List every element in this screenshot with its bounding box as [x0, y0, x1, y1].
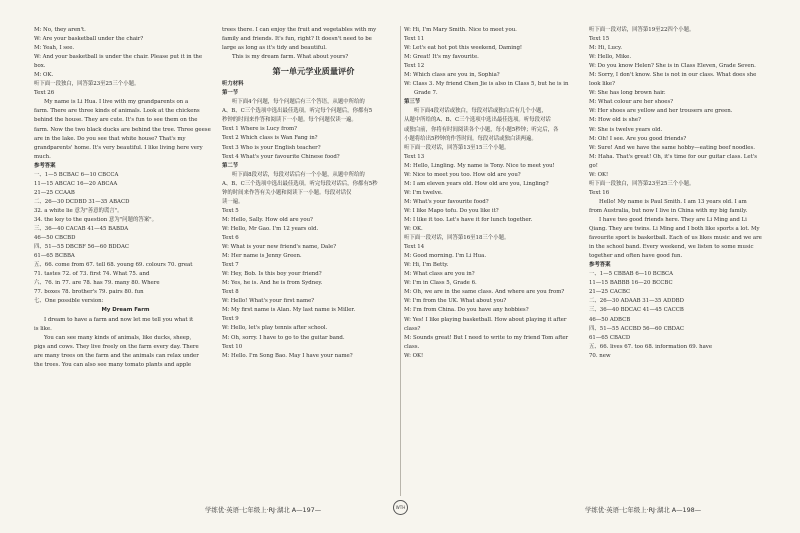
text-line: 第三节 — [404, 99, 421, 106]
text-line: W: Hello, Mr Gao. I'm 12 years old. — [222, 225, 319, 232]
text-line: 三、36—40 BDCAC 41—45 CACCB — [589, 307, 684, 314]
text-line: M: Haha. That's great! Oh, it's time for our guitar class. Let's — [589, 153, 757, 160]
column-1 — [34, 26, 217, 370]
text-line: 11—15 ABCAC 16—20 ABCAA — [34, 180, 118, 187]
text-line: M: Oh, we are in the same class. And where are you from? — [404, 289, 565, 296]
text-line: M: Her name is Jenny Green. — [222, 253, 302, 260]
text-line: W: Hello! What's your first name? — [222, 298, 315, 305]
text-line: M: Oh, sorry. I have to go to the guitar band. — [222, 334, 345, 341]
footer-right: 学练优·英语·七年级上·RJ·湖北 A—198— — [585, 506, 702, 514]
text-line: 参考答案 — [34, 162, 56, 169]
column-4 — [589, 26, 772, 361]
text-line: W: Nice to meet you too. How old are you? — [404, 171, 521, 178]
text-line: trees there. I can enjoy the fruit and vegetables with my — [222, 27, 377, 33]
text-line: 70. new — [589, 352, 611, 359]
text-line: 第二节 — [222, 162, 239, 169]
text-line: together and often have good fun. — [589, 253, 683, 260]
text-line: W: What is your new friend's name, Dale? — [222, 244, 337, 251]
text-line: This is my dream farm. What about yours? — [232, 54, 349, 61]
text-line: Text 7 — [222, 262, 239, 269]
text-line: 听下面4段对话或独白，每段对话或独白后有几个小题， — [414, 108, 547, 115]
text-line: M: Sounds great! But I need to write to my friend Tom after — [404, 334, 569, 341]
text-line: W: I like Mapo tofu. Do you like it? — [404, 207, 499, 214]
text-line: much. — [34, 153, 51, 160]
text-line: in the school band. Every weekend, we listen to some music — [589, 244, 754, 251]
text-line: grandparents' home. It's very beautiful. I like living here very — [34, 144, 203, 151]
text-line: W: Sure! And we have the same hobby—eating beef noodles. — [589, 144, 755, 151]
text-line: W: Do you know Helen? She is in Class Eleven, Grade Seven. — [589, 63, 756, 70]
text-line: W: Hey, Bob. Is this boy your friend? — [222, 271, 322, 278]
text-line: M: Oh! I see. Are you good friends? — [589, 135, 687, 142]
text-line: behind the house. They are cute. It's fun to see them on the — [34, 117, 198, 124]
text-line: M: Hello. I'm Song Bao. May I have your name? — [222, 352, 353, 359]
page-divider — [400, 26, 401, 496]
text-line: 五、66. lives 67. too 68. information 69. have — [589, 343, 713, 350]
text-line: M: What's your favourite food? — [404, 198, 489, 205]
text-line: M: Sorry, I don't know. She is not in our class. What does she — [589, 72, 757, 79]
text-line: 参考答案 — [589, 262, 611, 269]
text-line: go! — [589, 162, 598, 169]
text-line: 第一单元学业质量评价 — [272, 66, 355, 77]
text-line: Text 13 — [404, 153, 425, 160]
text-line: favourite sport is basketball. Each of us likes music and we are — [589, 235, 762, 242]
text-line: W: Hi, I'm Mary Smith. Nice to meet you. — [404, 27, 517, 33]
seal-logo: WTH — [393, 500, 408, 515]
text-line: 61—65 BCBBA — [34, 253, 75, 260]
text-line: 听下面一段独白，回答第23至25三个小题。 — [589, 180, 695, 187]
text-line: 秒钟的时间来作答和阅读下一小题。每个问题仅读一遍。 — [222, 117, 357, 124]
text-line: Text 16 — [589, 189, 610, 196]
text-line: 一、1—5 CBBAB 6—10 BCBCA — [589, 271, 674, 278]
text-line: 61—65 CBACD — [589, 334, 631, 341]
text-line: 听下面4个问题，每个问题后有三个答语，从题中所给的 — [232, 99, 365, 106]
text-line: W: She is twelve years old. — [589, 126, 663, 133]
text-line: W: Class 3. My friend Chen Jie is also in Class 5, but he is in — [404, 81, 569, 88]
text-line: Grade 7. — [414, 90, 438, 97]
text-line: M: How old is she? — [589, 117, 641, 124]
text-line: class. — [404, 343, 420, 350]
text-line: M: Yeah, I see. — [34, 45, 75, 52]
text-line: 46—50 ADBCB — [589, 316, 631, 323]
text-line: 34. the key to the question 意为"问题的答案"。 — [34, 216, 157, 223]
text-line: M: Good morning. I'm Li Hua. — [404, 253, 487, 260]
text-line: M: No, they aren't. — [34, 27, 86, 33]
text-line: 从题中所给的A、B、C三个选项中选出最佳选项。听每段对话 — [404, 117, 551, 124]
text-line: 第一节 — [222, 90, 239, 97]
text-line: M: I like it too. Let's have it for lunch together. — [404, 216, 533, 223]
column-3 — [404, 26, 587, 361]
text-line: W: She has long brown hair. — [589, 90, 666, 97]
text-line: W: Her shoes are yellow and her trousers are green. — [589, 108, 733, 115]
text-line: 或独白前，你将有时间阅读各个小题，每小题5秒钟；听完后，各 — [404, 126, 559, 133]
text-line: W: Hello, let's play tennis after school. — [222, 325, 328, 332]
text-line: farm. Now the two black ducks are behind the tree. Three geese — [34, 126, 211, 133]
text-line: box. — [34, 63, 46, 70]
text-line: 六、76. in 77. are 78. has 79. many 80. Where — [34, 280, 160, 287]
text-line: 二、26—30 ADAAB 31—35 ADDBD — [589, 298, 684, 305]
text-line: Text 9 — [222, 316, 239, 323]
text-line: W: Hello, Mike. — [589, 54, 632, 61]
text-line: W: I'm from the UK. What about you? — [404, 298, 507, 305]
text-line: Text 11 — [404, 36, 425, 43]
text-line: M: Which class are you in, Sophia? — [404, 72, 500, 79]
text-line: W: Let's eat hot pot this weekend, Daming! — [404, 45, 523, 52]
text-line: My name is Li Hua. I live with my grandparents on a — [44, 99, 189, 106]
text-line: 21—25 CCAAB — [34, 189, 75, 196]
text-line: Text 4 What's your favourite Chinese food? — [222, 153, 340, 160]
text-line: W: Are your basketball under the chair? — [34, 36, 144, 43]
text-line: large as long as it's tidy and beautiful. — [222, 45, 327, 52]
text-line: M: I am eleven years old. How old are you, Lingling? — [404, 180, 549, 187]
text-line: are many trees on the farm and the animals can relax under — [34, 352, 199, 359]
text-line: 听下面一段对话，回答第13至15三个小题。 — [404, 144, 510, 151]
text-line: Text 26 — [34, 90, 55, 97]
text-line: Text 12 — [404, 63, 425, 70]
text-line: Qiang. They are twins. Li Ming and I both like sports a lot. My — [589, 226, 760, 233]
text-line: A、B、C三个选项中选出最佳选项。听完每个问题后，你都有5 — [222, 108, 373, 115]
text-line: Text 8 — [222, 289, 239, 296]
footer-left: 学练优·英语·七年级上·RJ·湖北 A—197— — [205, 506, 322, 514]
text-line: 一、1—5 BCBAC 6—10 CBCCA — [34, 171, 119, 178]
text-line: 七、One possible version: — [34, 298, 104, 305]
text-line: 五、66. come from 67. tell 68. young 69. colours 70. great — [34, 262, 193, 269]
text-line: 听下面一段对话，回答第19至22四个小题。 — [589, 27, 695, 33]
text-line: W: And your basketball is under the chair. Please put it in the — [34, 54, 203, 61]
text-line: M: Hi, Lucy. — [589, 45, 623, 52]
text-line: family and friends. It's fun, right? It doesn't need to be — [222, 36, 372, 43]
text-line: 71. tastes 72. of 73. first 74. What 75. and — [34, 271, 150, 278]
text-line: 77. boxes 78. brother's 79. pairs 80. fun — [34, 289, 144, 296]
text-line: M: I'm from China. Do you have any hobbies? — [404, 307, 529, 314]
text-line: 四、51—55 ACCBD 56—60 CBDAC — [589, 325, 684, 332]
text-line: M: OK. — [34, 72, 54, 79]
text-line: 三、36—40 CACAB 41—45 BABDA — [34, 226, 129, 233]
text-line: from Australia, but now I live in China with my big family. — [589, 207, 748, 214]
text-line: 听力材料 — [222, 81, 244, 88]
text-line: Text 10 — [222, 343, 243, 350]
text-line: Text 14 — [404, 244, 425, 251]
text-line: 小题将给出5秒钟的作答时间。每段对话或独白读两遍。 — [404, 135, 537, 142]
text-line: is like. — [34, 325, 52, 332]
text-line: W: Yes! I like playing basketball. How about playing it after — [404, 316, 567, 323]
text-line: M: What class are you in? — [404, 271, 475, 278]
text-line: W: I'm in Class 5, Grade 6. — [404, 280, 477, 287]
text-line: pigs and cows. They live freely on the farm every day. There — [34, 343, 199, 350]
text-line: 11—15 BABBB 16—20 BCCBC — [589, 280, 673, 287]
text-line: are in the lake. Do you see that white house? That's my — [34, 135, 186, 142]
text-line: Text 5 — [222, 207, 239, 214]
text-line: 46—50 CBCBD — [34, 235, 76, 242]
text-line: Text 3 Who is your English teacher? — [222, 144, 321, 151]
text-line: 听下面一段独白，回答第23至25三个小题。 — [34, 81, 140, 88]
text-line: W: OK! — [589, 171, 609, 178]
text-line: farm. There are three kinds of animals. Look at the chickens — [34, 108, 200, 115]
text-line: 听下面一段对话，回答第16至18三个小题。 — [404, 235, 510, 242]
text-line: M: Great! It's my favourite. — [404, 54, 479, 61]
text-line: M: Hello, Sally. How old are you? — [222, 216, 313, 223]
text-line: I dream to have a farm and now let me tell you what it — [44, 316, 194, 323]
text-line: Text 15 — [589, 36, 610, 43]
column-2 — [222, 26, 405, 361]
text-line: W: OK. — [404, 226, 423, 233]
text-line: Text 1 Where is Lucy from? — [222, 126, 297, 133]
text-line: 32. a white lie 意为"善意的谎言"。 — [34, 207, 123, 214]
text-line: W: OK! — [404, 352, 424, 359]
text-line: 四、51—55 DBCBF 56—60 BDDAC — [34, 244, 129, 251]
text-line: class? — [404, 325, 421, 332]
text-line: W: I'm twelve. — [404, 189, 443, 196]
text-line: the trees. You can also see many tomato plants and apple — [34, 361, 192, 368]
text-line: 钟的时间来作答有关小题和阅读下一小题。每段对话仅 — [222, 189, 352, 196]
text-line: Text 6 — [222, 234, 239, 241]
text-line: M: Yes, he is. And he is from Sydney. — [222, 280, 323, 287]
text-line: M: My first name is Alan. My last name is Miller. — [222, 307, 356, 314]
text-line: My Dream Farm — [101, 307, 150, 314]
text-line: 二、26—30 DCDBD 31—35 ABACD — [34, 198, 130, 205]
text-line: 读一遍。 — [222, 198, 244, 205]
text-line: Hello! My name is Paul Smith. I am 13 years old. I am — [599, 198, 747, 205]
text-line: Text 2 Which class is Wan Fang in? — [222, 135, 318, 142]
text-line: 21—25 CACBC — [589, 289, 631, 296]
text-line: You can see many kinds of animals, like ducks, sheep, — [44, 334, 192, 341]
text-line: look like? — [589, 81, 615, 88]
text-line: I have two good friends here. They are Li Ming and Li — [599, 216, 747, 223]
text-line: M: What colour are her shoes? — [589, 99, 674, 106]
text-line: M: Hello, Lingling. My name is Tony. Nice to meet you! — [404, 162, 555, 169]
text-line: 听下面8段对话，每段对话后有一个小题，从题中所给的 — [232, 171, 365, 178]
text-line: A、B、C三个选项中选出最佳选项。听完每段对话后，你都有5秒 — [222, 180, 378, 187]
text-line: W: Hi, I'm Betty. — [404, 262, 449, 269]
